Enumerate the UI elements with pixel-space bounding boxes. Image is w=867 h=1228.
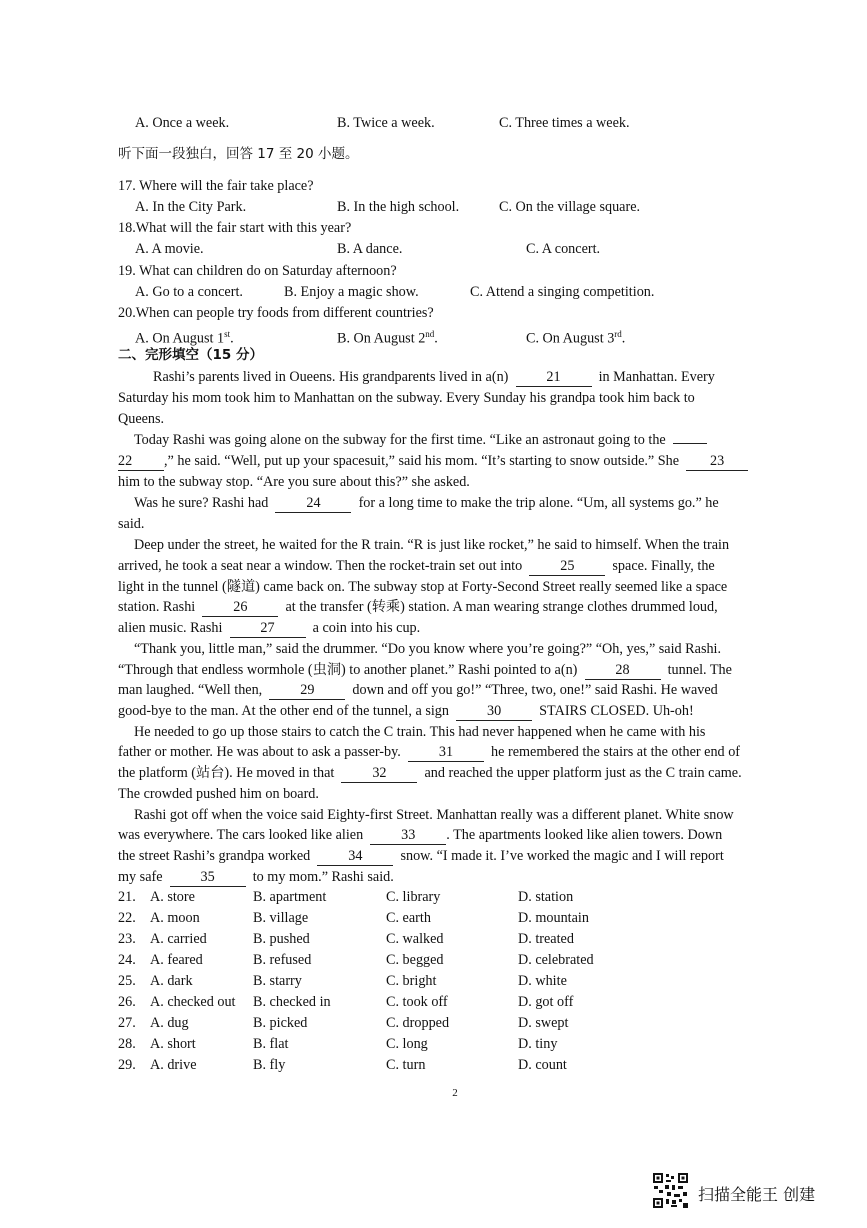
passage-line: father or mother. He was about to ask a passer-by. 31 he remembered the stairs at the other end of (118, 744, 741, 760)
q18-options (118, 239, 818, 259)
question-18: 18.What will the fair start with this year? (118, 220, 352, 236)
choice-row: 28. A. short B. flat C. long D. tiny (118, 1036, 558, 1052)
blank-29: 29 (269, 682, 345, 700)
passage-line: him to the subway stop. “Are you sure about this?” she asked. (118, 474, 470, 490)
option-b: B. On August 2nd. (337, 329, 438, 347)
blank-35: 35 (170, 869, 246, 887)
passage-line: light in the tunnel (隧道) came back on. The subway stop at Forty-Second Street really seemed like a space (118, 579, 728, 595)
option-a: A. Go to a concert. (135, 284, 243, 300)
passage-line: He needed to go up those stairs to catch the C train. This had never happened when he came with his (134, 724, 706, 740)
option-c: C. A concert. (526, 241, 601, 257)
passage-line: arrived, he took a seat near a window. Then the rocket-train set out into 25 space. Finally, the (118, 558, 715, 574)
choice-row: 21. A. store B. apartment C. library D. station (118, 889, 574, 905)
passage-line: good-bye to the man. At the other end of the tunnel, a sign 30 STAIRS CLOSED. Uh-oh! (118, 703, 694, 719)
q20-options (118, 324, 818, 347)
passage-line: Rashi got off when the voice said Eighty-first Street. Manhattan really was a different planet. White snow (134, 807, 734, 823)
passage-line: the platform (站台). He moved in that 32 and reached the upper platform just as the C train came. (118, 765, 742, 781)
passage-line: my safe 35 to my mom.” Rashi said. (118, 869, 394, 885)
blank-22-start (673, 443, 707, 444)
passage-line: alien music. Rashi 27 a coin into his cup. (118, 620, 421, 636)
option-c: C. On the village square. (499, 199, 641, 215)
passage-line: was everywhere. The cars looked like alien 33 . The apartments looked like alien towers. Down (118, 827, 723, 843)
watermark-text: 扫描全能王 创建 (698, 1185, 816, 1204)
blank-34: 34 (317, 848, 393, 866)
blank-32: 32 (341, 765, 417, 783)
choice-row: 24. A. feared B. refused C. begged D. celebrated (118, 952, 594, 968)
question-17: 17. Where will the fair take place? (118, 178, 314, 194)
passage-line: Queens. (118, 411, 165, 427)
passage-line: “Through that endless wormhole (虫洞) to another planet.” Rashi pointed to a(n) 28 tunnel. The (118, 662, 732, 678)
option-a: A. Once a week. (135, 115, 230, 131)
blank-33: 33 (370, 827, 446, 845)
passage-line: Was he sure? Rashi had 24 for a long time to make the trip alone. “Um, all systems go.” he (134, 495, 719, 511)
option-c: C. Attend a singing competition. (470, 284, 655, 300)
option-b: B. Twice a week. (337, 115, 435, 131)
blank-28: 28 (585, 662, 661, 680)
blank-22: 22 (118, 453, 164, 471)
option-c: C. Three times a week. (499, 115, 630, 131)
option-b: B. A dance. (337, 241, 403, 257)
passage-line: Deep under the street, he waited for the R train. “R is just like rocket,” he said to himself. When the train (134, 537, 730, 553)
question-19: 19. What can children do on Saturday afternoon? (118, 263, 397, 279)
choice-row: 27. A. dug B. picked C. dropped D. swept (118, 1015, 569, 1031)
passage-line: Today Rashi was going alone on the subway for the first time. “Like an astronaut going to the (134, 430, 707, 450)
passage-line: said. (118, 516, 145, 532)
passage-line: “Thank you, little man,” said the drummer. “Do you know where you’re going?” “Oh, yes,” said Rashi. (134, 641, 722, 657)
choice-row: 26. A. checked out B. checked in C. took off D. got off (118, 994, 574, 1010)
blank-24: 24 (275, 495, 351, 513)
passage-line: station. Rashi 26 at the transfer (转乘) station. A man wearing strange clothes drummed loud, (118, 599, 718, 615)
section-title: 二、完形填空（15 分） (118, 347, 263, 363)
question-20: 20.When can people try foods from different countries? (118, 305, 434, 321)
option-a: A. A movie. (135, 241, 204, 257)
blank-27: 27 (230, 620, 306, 638)
option-a: A. On August 1st. (135, 329, 234, 347)
passage-line: 22 ,” he said. “Well, put up your spacesuit,” said his mom. “It’s starting to snow outside.” She 23 (118, 451, 748, 471)
qr-code-icon (652, 1172, 689, 1209)
blank-25: 25 (529, 558, 605, 576)
q16-options (118, 113, 818, 133)
option-b: B. Enjoy a magic show. (284, 284, 419, 300)
option-a: A. In the City Park. (135, 199, 247, 215)
choice-row: 22. A. moon B. village C. earth D. mountain (118, 910, 589, 926)
blank-30: 30 (456, 703, 532, 721)
choice-row: 29. A. drive B. fly C. turn D. count (118, 1057, 567, 1073)
page-number: 2 (452, 1087, 458, 1099)
passage-line: Rashi’s parents lived in Oueens. His grandparents lived in a(n) 21 in Manhattan. Every (153, 369, 715, 385)
option-b: B. In the high school. (337, 199, 460, 215)
choice-row: 23. A. carried B. pushed C. walked D. treated (118, 931, 574, 947)
monologue-instruction: 听下面一段独白，回答 17 至 20 小题。 (118, 146, 359, 162)
passage-line: man laughed. “Well then, 29 down and off you go!” “Three, two, one!” said Rashi. He waved (118, 682, 718, 698)
q19-options (118, 282, 818, 302)
blank-31: 31 (408, 744, 484, 762)
q17-options (118, 197, 818, 217)
blank-23: 23 (686, 453, 748, 471)
passage-line: the street Rashi’s grandpa worked 34 snow. “I made it. I’ve worked the magic and I will report (118, 848, 724, 864)
blank-21: 21 (516, 369, 592, 387)
passage-line: The crowded pushed him on board. (118, 786, 319, 802)
choice-row: 25. A. dark B. starry C. bright D. white (118, 973, 567, 989)
passage-line: Saturday his mom took him to Manhattan on the subway. Every Sunday his grandpa took him back to (118, 390, 695, 406)
blank-26: 26 (202, 599, 278, 617)
option-c: C. On August 3rd. (526, 329, 626, 347)
